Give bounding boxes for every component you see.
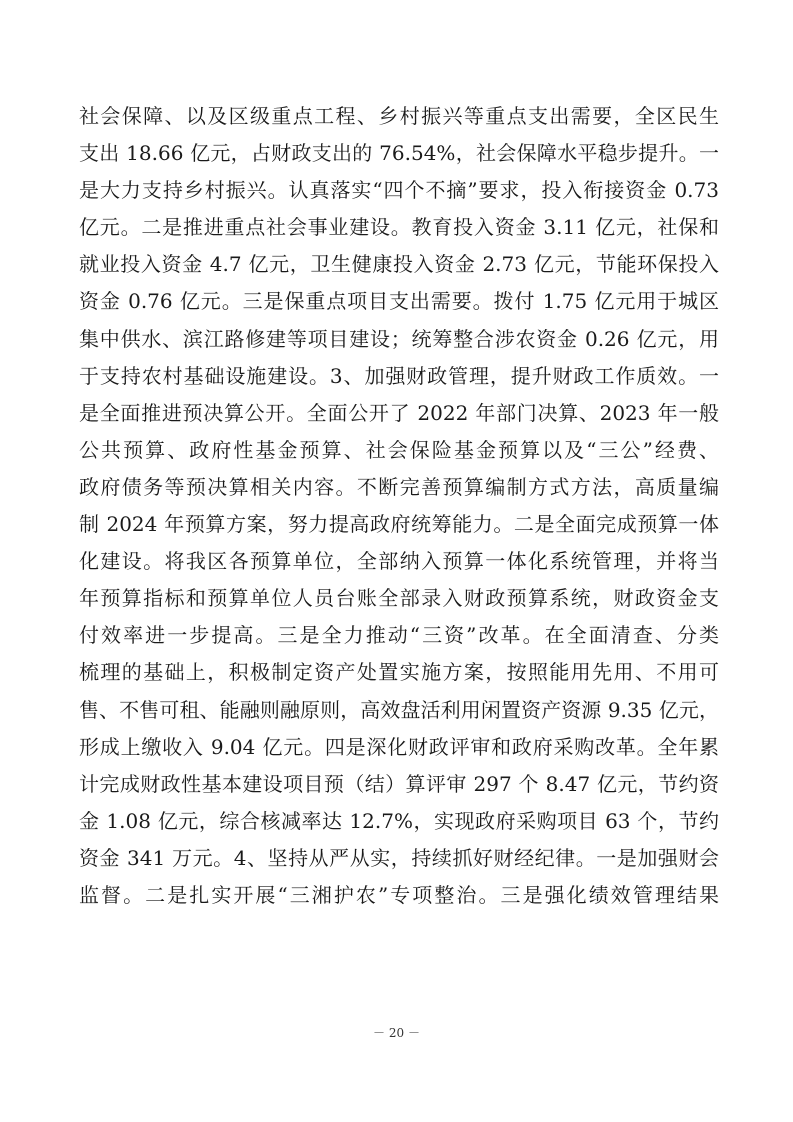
text-line-5: 就业投入资金 4.7 亿元，卫生健康投入资金 2.73 亿元，节能环保投入 — [79, 252, 719, 277]
page-number: － 20 － — [373, 1026, 420, 1040]
text-line-8: 于支持农村基础设施建设。3、加强财政管理，提升财政工作质效。一 — [79, 363, 719, 388]
text-line-19: 计完成财政性基本建设项目预（结）算评审 297 个 8.47 亿元，节约资 — [79, 771, 719, 796]
text-line-2: 支出 18.66 亿元，占财政支出的 76.54%，社会保障水平稳步提升。一 — [79, 141, 719, 166]
text-line-12: 制 2024 年预算方案，努力提高政府统筹能力。二是全面完成预算一体 — [79, 512, 719, 537]
text-line-9: 是全面推进预决算公开。全面公开了 2022 年部门决算、2023 年一般 — [79, 400, 719, 425]
text-line-3: 是大力支持乡村振兴。认真落实“四个不摘”要求，投入衔接资金 0.73 — [79, 178, 719, 203]
text-line-7: 集中供水、滨江路修建等项目建设；统筹整合涉农资金 0.26 亿元，用 — [79, 326, 719, 351]
text-line-15: 付效率进一步提高。三是全力推动“三资”改革。在全面清查、分类 — [79, 623, 719, 648]
text-line-14: 年预算指标和预算单位人员台账全部录入财政预算系统，财政资金支 — [79, 586, 719, 611]
text-line-22: 监督。二是扎实开展“三湘护农”专项整治。三是强化绩效管理结果 — [79, 882, 719, 907]
text-line-4: 亿元。二是推进重点社会事业建设。教育投入资金 3.11 亿元，社保和 — [79, 215, 719, 240]
body-text — [79, 98, 719, 914]
text-line-6: 资金 0.76 亿元。三是保重点项目支出需要。拨付 1.75 亿元用于城区 — [79, 289, 719, 314]
text-line-11: 政府债务等预决算相关内容。不断完善预算编制方式方法，高质量编 — [79, 474, 719, 499]
text-line-21: 资金 341 万元。4、坚持从严从实，持续抓好财经纪律。一是加强财会 — [79, 845, 719, 870]
text-line-18: 形成上缴收入 9.04 亿元。四是深化财政评审和政府采购改革。全年累 — [79, 734, 719, 759]
text-line-16: 梳理的基础上，积极制定资产处置实施方案，按照能用先用、不用可 — [79, 660, 719, 685]
text-line-17: 售、不售可租、能融则融原则，高效盘活利用闲置资产资源 9.35 亿元， — [79, 697, 719, 722]
text-line-1: 社会保障、以及区级重点工程、乡村振兴等重点支出需要，全区民生 — [79, 104, 719, 128]
text-line-20: 金 1.08 亿元，综合核减率达 12.7%，实现政府采购项目 63 个，节约 — [79, 808, 719, 833]
text-line-10: 公共预算、政府性基金预算、社会保险基金预算以及“三公”经费、 — [79, 437, 719, 462]
text-line-13: 化建设。将我区各预算单位，全部纳入预算一体化系统管理，并将当 — [79, 549, 719, 574]
